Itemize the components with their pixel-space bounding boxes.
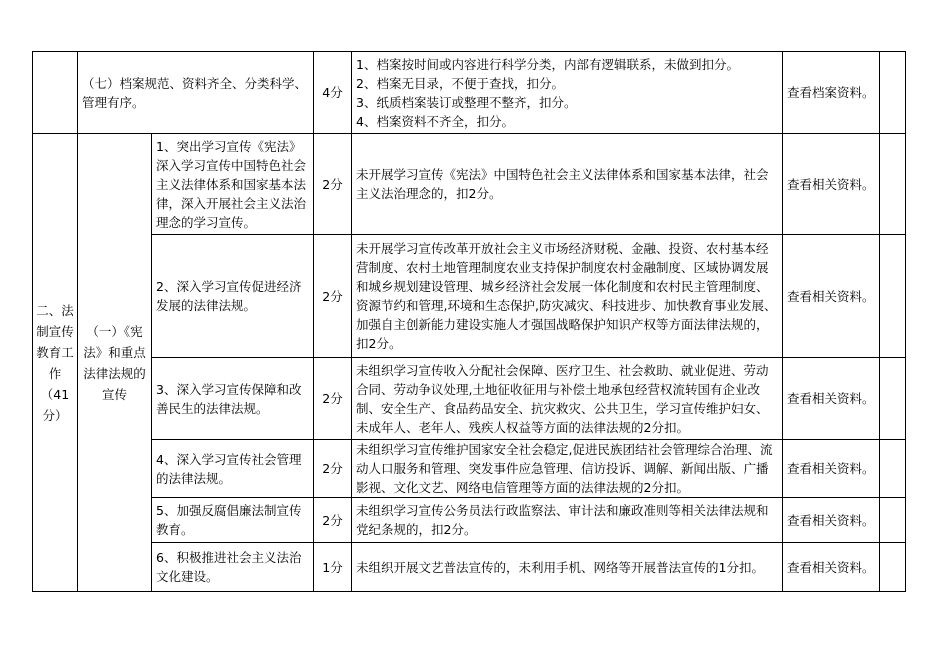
note-cell (880, 134, 906, 235)
note-cell (880, 440, 906, 498)
score-cell: 2分 (314, 440, 352, 498)
item-cell: 3、深入学习宣传保障和改善民生的法律法规。 (152, 358, 314, 440)
section-cell (33, 134, 78, 592)
method-cell: 查看相关资料。 (783, 440, 880, 498)
criteria-line: 4、档案资料不齐全，扣分。 (356, 113, 514, 129)
criteria-cell: 未开展学习宣传改革开放社会主义市场经济财税、金融、投资、农村基本经营制度、农村土地管理制度农业支持保护制度农村金融制度、区域协调发展和城乡规划建设管理、城乡经济社会发展一体化制度和农村民主管理制度、资源节约和管理,环境和生态保护,防灾减灾、科技进步、加快教育事业发展、加强自主创新能力建设实施人才强国战略保护知识产权等方面法律法规的，扣2分。 (352, 235, 783, 358)
method-cell: 查看相关资料。 (783, 358, 880, 440)
criteria-cell: 未开展学习宣传《宪法》中国特色社会主义法律体系和国家基本法律，社会主义法治理念的，扣2分。 (352, 134, 783, 235)
score-cell: 1分 (314, 543, 352, 592)
method-cell: 查看相关资料。 (783, 498, 880, 543)
score-cell: 2分 (314, 498, 352, 543)
criteria-line: 2、档案无目录，不便于查找，扣分。 (356, 75, 564, 91)
criteria-line: 1、档案按时间或内容进行科学分类，内部有逻辑联系，未做到扣分。 (356, 56, 739, 72)
criteria-cell: 未组织学习宣传维护国家安全社会稳定,促进民族团结社会管理综合治理、流动人口服务和管理、突发事件应急管理、信访投诉、调解、新闻出版、广播影视、文化文艺、网络电信管理等方面的法律法规的2分扣。 (352, 440, 783, 498)
note-cell (880, 543, 906, 592)
criteria-cell: 未组织开展文艺普法宣传的，未利用手机、网络等开展普法宣传的1分扣。 (352, 543, 783, 592)
table-row (33, 52, 906, 134)
score-cell: 2分 (314, 358, 352, 440)
table-row (33, 235, 906, 358)
note-cell (880, 52, 906, 134)
group-title: （一）《宪法》和重点法律法规的宣传 (83, 323, 146, 402)
section-title: 二、法制宣传教育工作（41分） (36, 302, 74, 423)
group-cell (78, 134, 152, 592)
item-text: （七）档案规范、资料齐全、分类科学、管理有序。 (82, 75, 308, 110)
table-row (33, 440, 906, 498)
item-cell (78, 52, 314, 134)
evaluation-table (32, 51, 906, 592)
criteria-cell: 未组织学习宣传公务员法行政监察法、审计法和廉政准则等相关法律法规和党纪条规的，扣2分。 (352, 498, 783, 543)
method-cell: 查看相关资料。 (783, 543, 880, 592)
table-row (33, 498, 906, 543)
item-cell: 1、突出学习宣传《宪法》深入学习宣传中国特色社会主义法律体系和国家基本法律，深入开展社会主义法治理念的学习宣传。 (152, 134, 314, 235)
note-cell (880, 498, 906, 543)
note-cell (880, 235, 906, 358)
section-cell-empty (33, 52, 78, 134)
criteria-line: 3、纸质档案装订或整理不整齐，扣分。 (356, 94, 577, 110)
criteria-cell (352, 52, 783, 134)
item-cell: 5、加强反腐倡廉法制宣传教育。 (152, 498, 314, 543)
table-row (33, 134, 906, 235)
score-cell: 2分 (314, 134, 352, 235)
method-cell: 查看相关资料。 (783, 235, 880, 358)
item-cell: 4、深入学习宣传社会管理的法律法规。 (152, 440, 314, 498)
method-cell: 查看相关资料。 (783, 134, 880, 235)
score-cell: 4分 (314, 52, 352, 134)
table-row (33, 543, 906, 592)
table-row (33, 358, 906, 440)
item-cell: 2、深入学习宣传促进经济发展的法律法规。 (152, 235, 314, 358)
method-cell: 查看档案资料。 (783, 52, 880, 134)
criteria-cell: 未组织学习宣传收入分配社会保障、医疗卫生、社会救助、就业促进、劳动合同、劳动争议处理,土地征收征用与补偿土地承包经营权流转国有企业改制、安全生产、食品药品安全、抗灾救灾、公共卫生，学习宣传维护妇女、未成年人、老年人、残疾人权益等方面的法律法规的2分扣。 (352, 358, 783, 440)
note-cell (880, 358, 906, 440)
score-cell: 2分 (314, 235, 352, 358)
item-cell: 6、积极推进社会主义法治文化建设。 (152, 543, 314, 592)
